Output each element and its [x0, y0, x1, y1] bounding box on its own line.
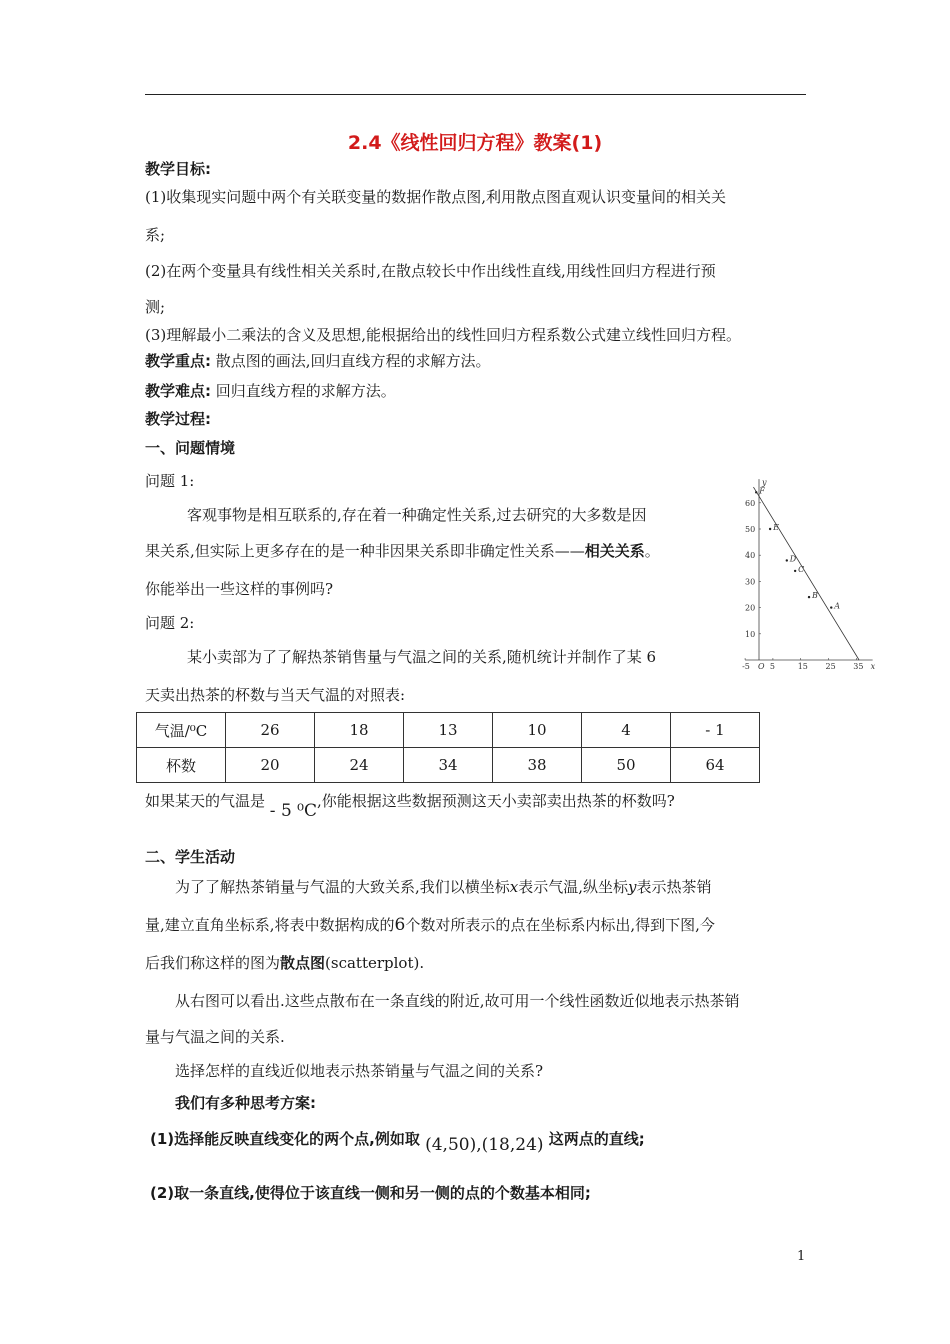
goal-2b: 测; [145, 298, 166, 316]
data-point [808, 596, 810, 598]
table-row [137, 713, 760, 748]
plot-ticks [742, 499, 863, 671]
question-1-end: 。 [644, 542, 660, 560]
difficulty-label: 教学难点: [145, 382, 211, 400]
plan-1-points: (4,50),(18,24) [425, 1135, 544, 1155]
y-tick-label: 10 [745, 629, 756, 639]
plot-axes [745, 478, 876, 671]
activity-line-4: 从右图可以看出.这些点散布在一条直线的附近,故可用一个线性函数近似地表示热茶销 [175, 992, 740, 1010]
table-cell: 10 [493, 713, 582, 748]
table-cell: 34 [404, 748, 493, 783]
question-1-line-1: 客观事物是相互联系的,存在着一种确定性关系,过去研究的大多数是因 [187, 506, 647, 524]
data-point [794, 570, 796, 572]
data-point [830, 606, 832, 608]
table-cell: 13 [404, 713, 493, 748]
plan-1-text: (1)选择能反映直线变化的两个点,例如取 [150, 1130, 420, 1148]
activity-line-6: 选择怎样的直线近似地表示热茶销量与气温之间的关系? [175, 1062, 544, 1080]
activity-line-1 [175, 876, 712, 897]
y-axis-label: y [762, 478, 767, 488]
goal-3: (3)理解最小二乘法的含义及思想,能根据给出的线性回归方程系数公式建立线性回归方程。 [145, 326, 742, 344]
x-tick-label: 5 [769, 662, 775, 671]
point-label: E [773, 523, 779, 532]
question-2-line-1: 某小卖部为了了解热茶销售量与气温之间的关系,随机统计并制作了某 6 [187, 648, 657, 666]
plan-2: (2)取一条直线,使得位于该直线一侧和另一侧的点的个数基本相同; [150, 1184, 591, 1202]
data-point [786, 559, 788, 561]
difficulty-text: 回归直线方程的求解方法。 [215, 382, 396, 400]
point-label: F [759, 486, 765, 496]
activity-text: (scatterplot). [325, 954, 425, 972]
table-cell: 气温/⁰C [137, 713, 226, 748]
page-title: 2.4《线性回归方程》教案(1) [347, 132, 603, 154]
section-1-heading: 一、问题情境 [145, 439, 236, 457]
y-tick-label: 40 [745, 551, 756, 561]
table-cell: 杯数 [137, 748, 226, 783]
activity-text: 量,建立直角坐标系,将表中数据构成的 [145, 916, 395, 934]
data-point [769, 528, 771, 530]
y-tick-label: 30 [745, 577, 756, 587]
header-rule [145, 94, 806, 95]
process-heading: 教学过程: [145, 410, 211, 428]
page-number: 1 [797, 1249, 806, 1264]
x-axis-label: x [870, 662, 876, 671]
key-points [145, 350, 491, 371]
correlation-term: 相关关系 [584, 542, 645, 560]
activity-line-2 [145, 914, 715, 935]
activity-line-7: 我们有多种思考方案: [175, 1094, 316, 1112]
question-2-label: 问题 2: [145, 614, 195, 632]
activity-text: 个数对所表示的点在坐标系内标出,得到下图,今 [405, 916, 715, 934]
x-tick-label: 25 [825, 662, 836, 671]
plan-1 [150, 1128, 645, 1155]
point-label: D [789, 554, 797, 564]
prediction-question [145, 790, 675, 821]
question-1-label: 问题 1: [145, 472, 195, 490]
point-count: 6 [394, 915, 406, 935]
y-tick-label: 20 [745, 603, 756, 613]
x-tick-label: 15 [797, 662, 808, 671]
regression-line [753, 487, 859, 660]
plot-points [753, 486, 859, 660]
temperature-cups-table [136, 712, 760, 783]
y-tick-label: 60 [745, 498, 756, 508]
table-cell: 24 [315, 748, 404, 783]
goal-1b: 系; [145, 226, 166, 244]
key-text: 散点图的画法,回归直线方程的求解方法。 [215, 352, 491, 370]
activity-text: 后我们称这样的图为 [145, 954, 281, 972]
table-cell: 18 [315, 713, 404, 748]
table-row [137, 748, 760, 783]
activity-text: 表示气温,纵坐标 [518, 878, 629, 896]
table-cell: 38 [493, 748, 582, 783]
table-cell: 64 [671, 748, 760, 783]
point-label: C [798, 564, 805, 574]
point-label: A [834, 601, 841, 611]
question-1-line-3: 你能举出一些这样的事例吗? [145, 580, 334, 598]
question-1-text: 果关系,但实际上更多存在的是一种非因果关系即非确定性关系—— [145, 542, 585, 560]
table-cell: - 1 [671, 713, 760, 748]
var-x: x [509, 878, 519, 896]
activity-text: 为了了解热茶销量与气温的大致关系,我们以横坐标 [175, 878, 510, 896]
goal-1a: (1)收集现实问题中两个有关联变量的数据作散点图,利用散点图直观认识变量间的相关关 [145, 188, 727, 206]
data-point [755, 491, 757, 493]
table-cell: 20 [226, 748, 315, 783]
prediction-pre: 如果某天的气温是 [145, 792, 266, 810]
scatter-plot [732, 464, 876, 674]
var-y: y [628, 878, 637, 896]
activity-line-5: 量与气温之间的关系. [145, 1028, 285, 1046]
question-2-line-2: 天卖出热茶的杯数与当天气温的对照表: [145, 686, 406, 704]
question-1-line-2 [145, 540, 660, 561]
goal-2a: (2)在两个变量具有线性相关关系时,在散点较长中作出线性直线,用线性回归方程进行预 [145, 262, 716, 280]
prediction-post: ,你能根据这些数据预测这天小卖部卖出热茶的杯数吗? [317, 792, 675, 810]
scatterplot-term: 散点图 [280, 954, 326, 972]
y-tick-label: 50 [745, 525, 756, 534]
key-label: 教学重点: [145, 352, 211, 370]
activity-line-3 [145, 952, 424, 973]
point-label: B [812, 591, 818, 601]
activity-text: 表示热茶销 [636, 878, 712, 896]
table-cell: 26 [226, 713, 315, 748]
origin-label: O [758, 662, 765, 671]
table-cell: 4 [582, 713, 671, 748]
temperature-value: - 5 ⁰C [269, 801, 317, 821]
section-2-heading: 二、学生活动 [145, 848, 236, 866]
x-tick-label: -5 [742, 662, 750, 671]
table-cell: 50 [582, 748, 671, 783]
x-tick-label: 35 [853, 662, 864, 671]
goals-heading: 教学目标: [145, 160, 211, 178]
plan-1-end: 这两点的直线; [548, 1130, 645, 1148]
difficulty [145, 380, 396, 401]
